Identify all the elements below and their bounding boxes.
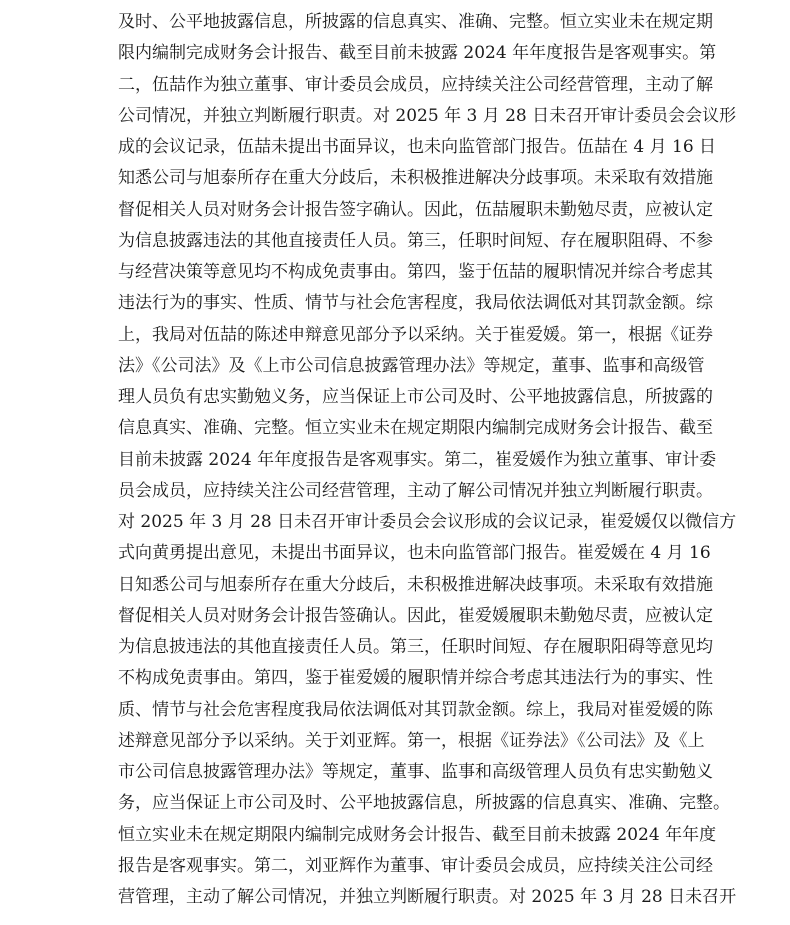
text-line: 信息真实、准确、完整。恒立实业未在规定期限内编制完成财务会计报告、截至 [118, 418, 713, 439]
text-line: 与经营决策等意见均不构成免责事由。第四，鉴于伍喆的履职情况并综合考虑其 [118, 262, 713, 282]
text-line: 目前未披露 2024 年年度报告是客观事实。第二，崔爱媛作为独立董事、审计委 [118, 449, 717, 470]
text-line: 日知悉公司与旭泰所存在重大分歧后，未积极推进解决歧事项。未采取有效措施 [118, 574, 713, 595]
text-line: 市公司信息披露管理办法》等规定，董事、监事和高级管理人员负有忠实勤勉义 [118, 762, 713, 782]
text-line: 二，伍喆作为独立董事、审计委员会成员，应持续关注公司经营管理，主动了解 [118, 74, 713, 95]
text-line: 务，应当保证上市公司及时、公平地披露信息，所披露的信息真实、准确、完整。 [118, 793, 730, 814]
text-line: 为信息披违法的其他直接责任人员。第三，任职时间短、存在履职阳碍等意见均 [118, 637, 713, 657]
text-line: 对 2025 年 3 月 28 日未召开审计委员会会议形成的会议记录，崔爱媛仅以微信方 [118, 512, 737, 532]
text-line: 知悉公司与旭泰所存在重大分歧后，未积极推进解决分歧事项。未采取有效措施 [118, 168, 713, 189]
text-line: 恒立实业未在规定期限内编制完成财务会计报告、截至目前未披露 2024 年年度 [118, 824, 717, 845]
text-line: 员会成员，应持续关注公司经营管理，主动了解公司情况并独立判断履行职责。 [118, 480, 713, 501]
text-line: 限内编制完成财务会计报告、截至目前未披露 2024 年年度报告是客观事实。第 [118, 43, 717, 64]
text-line: 督促相关人员对财务会计报告签字确认。因此，伍喆履职未勤勉尽责，应被认定 [118, 199, 713, 220]
text-line: 报告是客观事实。第二，刘亚辉作为董事、审计委员会成员，应持续关注公司经 [118, 855, 713, 876]
text-line: 述辩意见部分予以采纳。关于刘亚辉。第一，根据《证券法》《公司法》及《上 [118, 730, 705, 751]
text-line: 式向黄勇提出意见，未提出书面异议，也未向监管部门报告。崔爱媛在 4 月 16 [118, 543, 711, 564]
text-line: 质、情节与社会危害程度我局依法调低对其罚款金额。综上，我局对崔爱媛的陈 [118, 699, 713, 720]
text-line: 上，我局对伍喆的陈述申辩意见部分予以采纳。关于崔爱媛。第一，根据《证券 [118, 324, 713, 345]
text-line: 督促相关人员对财务会计报告签确认。因此，崔爱媛履职未勤勉尽责，应被认定 [118, 605, 713, 626]
text-line: 为信息披露违法的其他直接责任人员。第三，任职时间短、存在履职阻碍、不参 [118, 230, 713, 251]
text-line: 法》《公司法》及《上市公司信息披露管理办法》等规定，董事、监事和高级管 [118, 355, 705, 376]
text-line: 营管理，主动了解公司情况，并独立判断履行职责。对 2025 年 3 月 28 日未召开 [118, 887, 737, 907]
text-line: 不构成免责事由。第四，鉴于崔爱媛的履职情并综合考虑其违法行为的事实、性 [118, 668, 713, 689]
text-line: 理人员负有忠实勤勉义务，应当保证上市公司及时、公平地披露信息，所披露的 [118, 387, 713, 407]
document-body [118, 7, 737, 913]
text-line: 及时、公平地披露信息，所披露的信息真实、准确、完整。恒立实业未在规定期 [118, 12, 713, 32]
text-line: 违法行为的事实、性质、情节与社会危害程度，我局依法调低对其罚款金额。综 [118, 293, 713, 314]
text-line: 公司情况，并独立判断履行职责。对 2025 年 3 月 28 日未召开审计委员会会议形 [118, 105, 737, 126]
text-line: 成的会议记录，伍喆未提出书面异议，也未向监管部门报告。伍喆在 4 月 16 日 [118, 137, 717, 157]
